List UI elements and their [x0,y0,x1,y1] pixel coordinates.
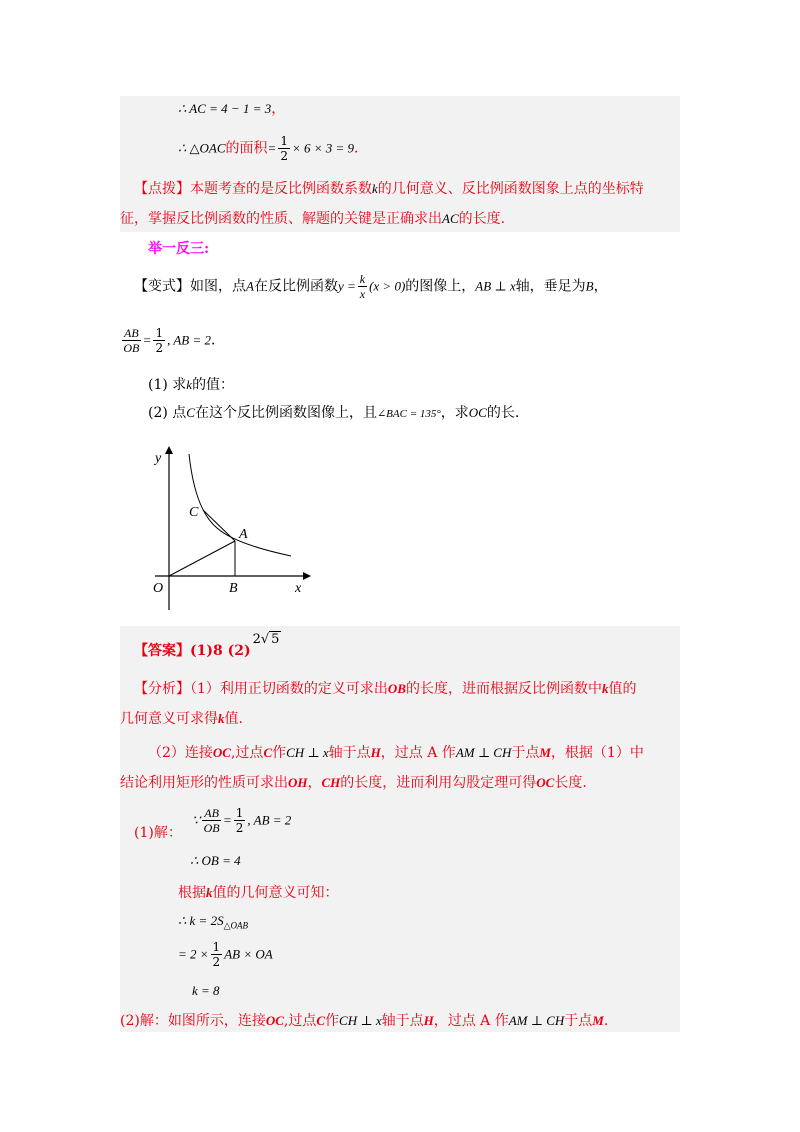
point-b-label: B [229,581,238,596]
segment-oa [169,541,235,576]
solution-ob: ∴ OB = 4 [190,853,241,868]
solution-k-3: k = 8 [192,983,220,998]
question-1: (1) 求k的值： [148,377,235,393]
y-label: y [155,451,162,466]
solution-k-2: = 2 × $\frac{1}{2}$ AB × OA [178,940,273,969]
x-axis-arrow-icon [303,572,311,580]
problem-line-1: 【变式】如图，点A在反比例函数y = $\frac{k}{x}$ (x > 0)的图像上，AB ⊥ x轴，垂足为B， [134,272,608,301]
point-c-label: C [189,505,199,520]
solution-k-1: ∴ $k = 2S_{\triangle OAB}$ [178,913,248,931]
analysis-line-3: （2）连接OC,过点C作CH ⊥ x轴于点H，过点 A 作AM ⊥ CH于点M，根据（1）中 [148,745,644,761]
question-2: (2) 点C在这个反比例函数图像上，且∠BAC = 135°，求OC的长. [148,405,520,421]
y-axis-arrow-icon [165,446,173,454]
ac-line: ∴ AC = 4 − 1 = 3， [178,101,286,117]
problem-ratio: $\frac{AB}{OB}$ = $\frac{1}{2}$ , AB = 2． [123,326,226,355]
x-label: x [295,581,302,596]
area-line: ∴ △OAC的面积= $\frac{1}{2}$ × 6 × 3 = 9． [178,134,369,163]
tip-line-1: 【点拨】本题考查的是反比例函数系数k的几何意义、反比例函数图象上点的坐标特 [134,181,644,197]
analysis-line-4: 结论利用矩形的性质可求出OH，CH的长度，进而利用勾股定理可得OC长度. [120,775,587,791]
sqrt-value: 2√ 5 [252,632,280,647]
tip-line-2: 征，掌握反比例函数的性质、解题的关键是正确求出AC的长度. [120,211,506,227]
point-a-label: A [239,527,248,542]
solution-1-label: (1)解： [134,825,182,841]
origin-label: O [153,581,164,596]
segment-ac [203,510,235,541]
coordinate-figure [145,440,315,615]
section-title: 举一反三: [148,241,210,257]
analysis-line-1: 【分析】（1）利用正切函数的定义可求出OB的长度，进而根据反比例函数中k值的 [134,681,637,697]
answer-line: 【答案】(1)8 (2)2√ 5 [134,632,280,659]
solution-1-ratio: ∵ $\frac{AB}{OB}$ = $\frac{1}{2}$ , AB = 2 [192,806,292,835]
solution-geo: 根据k值的几何意义可知： [178,885,339,901]
analysis-line-2: 几何意义可求得k值. [120,711,243,727]
solution-2-line: (2)解：如图所示，连接OC,过点C作CH ⊥ x轴于点H，过点 A 作AM ⊥ CH于点M. [120,1013,609,1029]
